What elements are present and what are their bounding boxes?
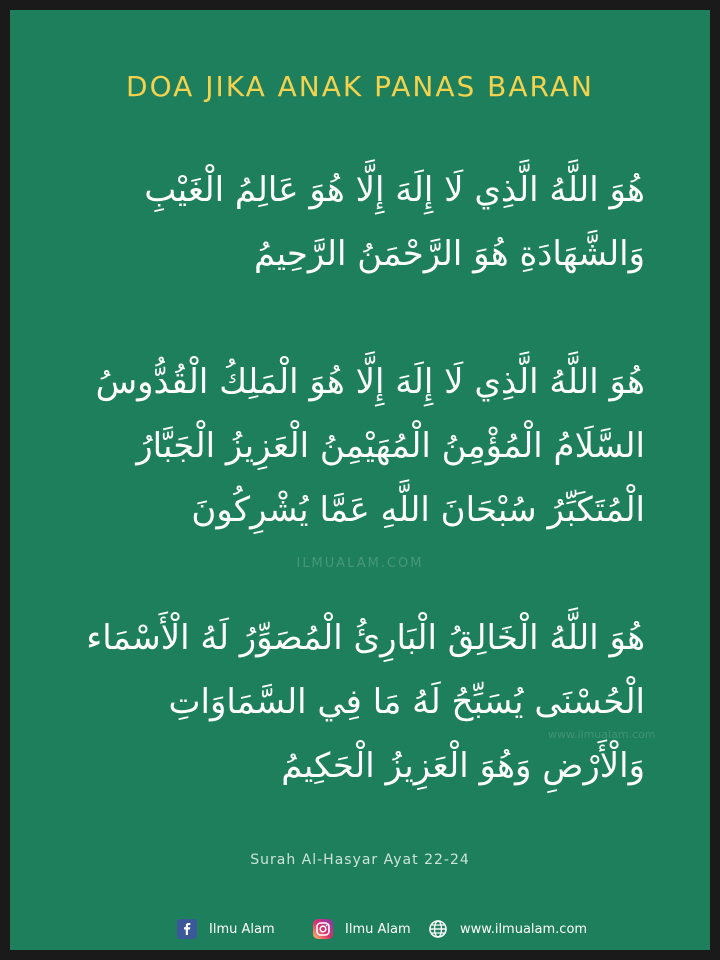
verse-line: هُوَ اللَّهُ الْخَالِقُ الْبَارِئُ الْمُصَوِّرُ لَهُ الْأَسْمَاء bbox=[86, 618, 645, 658]
verse-block-3 bbox=[40, 606, 645, 798]
footer bbox=[0, 918, 720, 942]
watermark-right: www.ilmualam.com bbox=[548, 728, 656, 741]
facebook-link[interactable] bbox=[177, 918, 275, 940]
verse-line: هُوَ اللَّهُ الَّذِي لَا إِلَهَ إِلَّا هُوَ الْمَلِكُ الْقُدُّوسُ bbox=[95, 362, 645, 402]
globe-icon bbox=[428, 919, 448, 939]
verse-line: وَالشَّهَادَةِ هُوَ الرَّحْمَنُ الرَّحِيمُ bbox=[253, 234, 645, 274]
source-reference: Surah Al-Hasyar Ayat 22-24 bbox=[250, 852, 470, 868]
verse-block-2 bbox=[40, 350, 645, 542]
verse-block-1 bbox=[40, 158, 645, 286]
website-link[interactable] bbox=[428, 918, 587, 940]
verse-line: وَالْأَرْضِ وَهُوَ الْعَزِيزُ الْحَكِيمُ bbox=[281, 746, 645, 786]
facebook-icon bbox=[177, 919, 197, 939]
watermark-center: ILMUALAM.COM bbox=[296, 556, 424, 571]
verse-line: هُوَ اللَّهُ الَّذِي لَا إِلَهَ إِلَّا هُوَ عَالِمُ الْغَيْبِ bbox=[144, 170, 645, 210]
facebook-label: Ilmu Alam bbox=[209, 921, 275, 937]
website-label: www.ilmualam.com bbox=[460, 921, 588, 937]
verse-line: السَّلَامُ الْمُؤْمِنُ الْمُهَيْمِنُ الْعَزِيزُ الْجَبَّارُ bbox=[136, 426, 645, 466]
instagram-icon bbox=[313, 919, 333, 939]
verse-line: الْمُتَكَبِّرُ سُبْحَانَ اللَّهِ عَمَّا يُشْرِكُونَ bbox=[191, 490, 645, 530]
page-title: DOA JIKA ANAK PANAS BARAN bbox=[126, 70, 594, 103]
verse-line: الْحُسْنَى يُسَبِّحُ لَهُ مَا فِي السَّمَاوَاتِ bbox=[168, 682, 645, 722]
instagram-label: Ilmu Alam bbox=[345, 921, 411, 937]
instagram-link[interactable] bbox=[313, 918, 411, 940]
